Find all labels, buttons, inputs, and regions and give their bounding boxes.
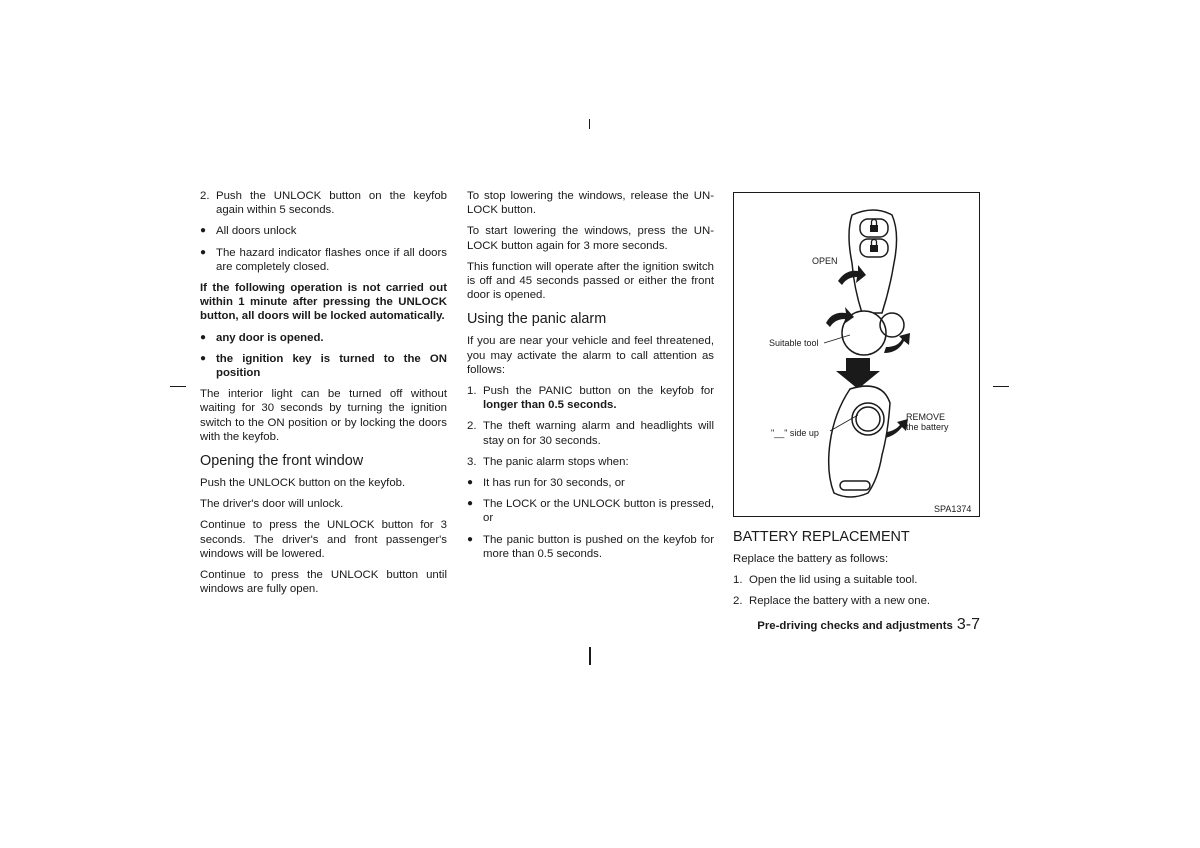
paragraph: To stop lowering the windows, release the UN-LOCK button. [467, 190, 714, 217]
list-item [200, 352, 447, 380]
label-open: OPEN [812, 256, 838, 266]
paragraph: Push the UNLOCK button on the keyfob. [200, 477, 406, 490]
label-side-up: "__" side up [771, 428, 819, 438]
list-item-text: The panic button is pushed on the keyfob for more than 0.5 seconds. [483, 533, 714, 560]
heading-opening-front-window: Opening the front window [200, 453, 364, 470]
keyfob-battery-figure [733, 192, 980, 517]
step-text-b: longer than 0.5 seconds. [483, 399, 617, 412]
step-2-unlock [200, 189, 447, 217]
paragraph: To start lowering the windows, press the UN-LOCK button again for 3 more seconds. [467, 225, 714, 252]
crop-mark-bottom [589, 647, 591, 665]
step-text-a: Push the PANIC button on the keyfob for [483, 385, 714, 398]
step-number: 3. [467, 455, 477, 468]
step-text: The panic alarm stops when: [483, 455, 629, 468]
page-number: 3-7 [956, 616, 980, 633]
label-the-battery: the battery [906, 422, 949, 432]
page-footer [728, 618, 980, 633]
keyfob-battery-drawing [829, 386, 890, 497]
column-middle [467, 189, 714, 568]
bullet-icon: ● [200, 246, 207, 258]
column-left [200, 189, 447, 603]
step-2-battery [733, 594, 980, 608]
list-item-text: The LOCK or the UNLOCK button is pressed, or [483, 498, 714, 525]
bullet-icon: ● [467, 498, 474, 510]
paragraph: The driver's door will unlock. [200, 498, 344, 511]
crop-mark-top [589, 119, 590, 129]
list-item [467, 476, 714, 490]
step-number: 1. [467, 385, 477, 398]
bullet-icon: ● [200, 225, 207, 237]
list-item [200, 246, 447, 274]
list-item-text: The hazard indicator flashes once if all doors are completely closed. [216, 246, 447, 273]
warning-paragraph: If the following operation is not carried out within 1 minute after pressing the UNLOCK button, all doors will be locked automatically. [200, 282, 447, 323]
bullet-icon: ● [467, 477, 474, 489]
paragraph: This function will operate after the ignition switch is off and 45 seconds passed or either the front door is opened. [467, 260, 714, 302]
list-item [200, 331, 447, 345]
list-item [200, 224, 447, 238]
arrow-down-icon [836, 358, 880, 389]
paragraph: Continue to press the UNLOCK button until windows are fully open. [200, 569, 447, 596]
interior-light-paragraph: The interior light can be turned off without waiting for 30 seconds by turning the ignition switch to the ON position or by locking the doors with the keyfob. [200, 388, 447, 443]
label-remove: REMOVE [906, 412, 946, 422]
list-item-text: any door is opened. [216, 331, 324, 344]
bullet-icon: ● [200, 331, 207, 343]
step-text [483, 384, 714, 412]
list-item-text: the ignition key is turned to the ON position [216, 352, 447, 380]
step-number: 1. [733, 574, 743, 587]
figure-code: SPA1374 [934, 504, 972, 514]
heading-battery-replacement: BATTERY REPLACEMENT [733, 529, 910, 545]
step-number: 2. [200, 190, 210, 202]
list-item [467, 497, 714, 525]
bullet-icon: ● [200, 352, 207, 364]
step-1-battery [733, 573, 980, 587]
column-right [733, 192, 980, 616]
step-text: Replace the battery with a new one. [749, 595, 931, 608]
heading-panic-alarm: Using the panic alarm [467, 311, 607, 328]
step-number: 2. [467, 420, 477, 433]
step-2-panic [467, 419, 714, 447]
list-item [467, 533, 714, 561]
keyfob-illustration [734, 193, 979, 516]
crop-mark-right [993, 386, 1009, 387]
label-suitable-tool: Suitable tool [769, 338, 819, 348]
step-1-panic [467, 384, 714, 412]
bullet-icon: ● [467, 533, 474, 545]
step-text: The theft warning alarm and headlights will stay on for 30 seconds. [483, 420, 714, 447]
crop-mark-left [170, 386, 186, 387]
paragraph: Continue to press the UNLOCK button for 3 seconds. The driver's and front passenger's windows will be lowered. [200, 519, 447, 560]
step-text: Push the UNLOCK button on the keyfob again within 5 seconds. [216, 190, 447, 217]
paragraph: Replace the battery as follows: [733, 553, 889, 565]
step-3-panic [467, 455, 714, 469]
paragraph: If you are near your vehicle and feel threatened, you may activate the alarm to call attention as follows: [467, 335, 714, 376]
footer-section-title: Pre-driving checks and adjustments [757, 620, 953, 632]
step-text: Open the lid using a suitable tool. [749, 574, 918, 587]
step-number: 2. [733, 595, 743, 608]
list-item-text: It has run for 30 seconds, or [483, 477, 625, 490]
list-item-text: All doors unlock [216, 225, 297, 238]
